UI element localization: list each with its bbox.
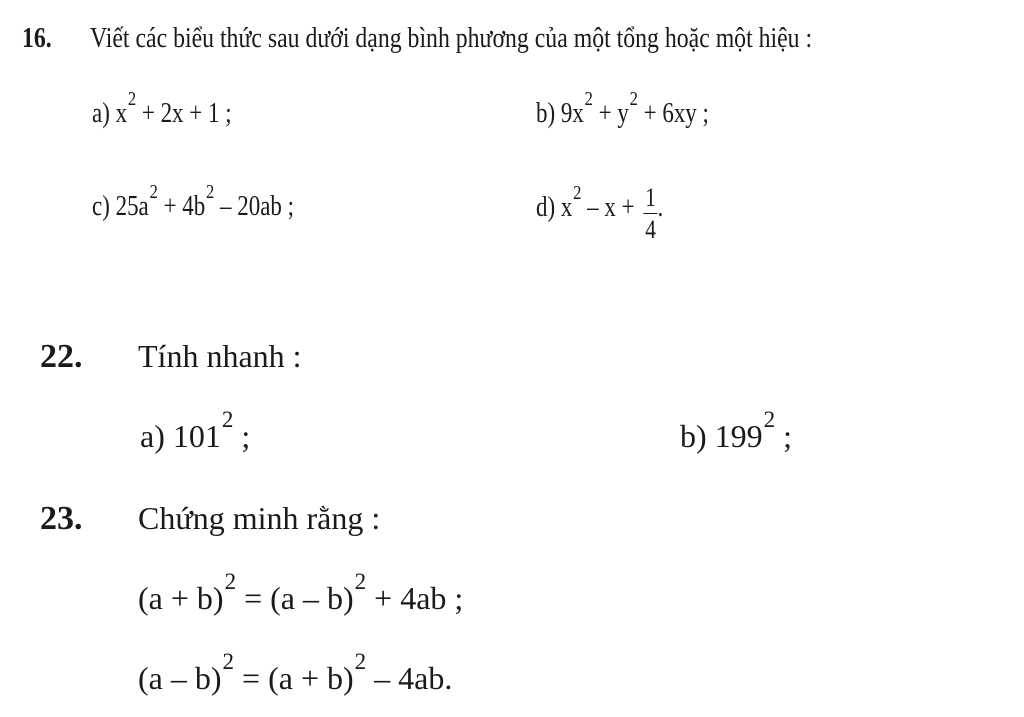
problem-16-item-c: c) $25a^2 + 4b^2 - 20ab$ ; xyxy=(92,180,295,222)
item-label: b) xyxy=(536,98,556,129)
item-label: a) xyxy=(92,98,110,129)
problem-23-identity-1: $(a + b)^2 = (a - b)^2 + 4ab$ ; xyxy=(138,568,464,616)
item-label: d) xyxy=(536,192,556,224)
problem-23-prompt: Chứng minh rằng : xyxy=(138,500,381,536)
problem-16-item-b: b) $9x^2 + y^2 + 6xy$ ; xyxy=(536,87,709,129)
problem-22-prompt: Tính nhanh : xyxy=(138,338,302,374)
problem-16-prompt: Viết các biểu thức sau dưới dạng bình phương của một tổng hoặc một hiệu : xyxy=(90,22,813,54)
problem-23-identity-2: $(a - b)^2 = (a + b)^2 - 4ab$. xyxy=(138,648,453,696)
fraction-bar xyxy=(644,213,658,214)
item-label: a) xyxy=(140,418,165,454)
problem-22-item-a: a) $101^2$ ; xyxy=(140,406,251,454)
problem-23-number: 23. xyxy=(40,500,83,537)
problem-22-number: 22. xyxy=(40,338,83,375)
problem-16-number: 16. xyxy=(22,22,52,54)
item-label: b) xyxy=(680,418,707,454)
problem-16-item-d: d) $x^2$ – x + $\frac{1}{4}$ . xyxy=(536,182,664,245)
problem-16-item-a: a) $x^2 + 2x + 1$ ; xyxy=(92,87,232,129)
fraction: $\frac{1}{4}$ xyxy=(645,183,656,245)
problem-22-item-b: b) $199^2$ ; xyxy=(680,406,793,454)
item-label: c) xyxy=(92,191,110,222)
